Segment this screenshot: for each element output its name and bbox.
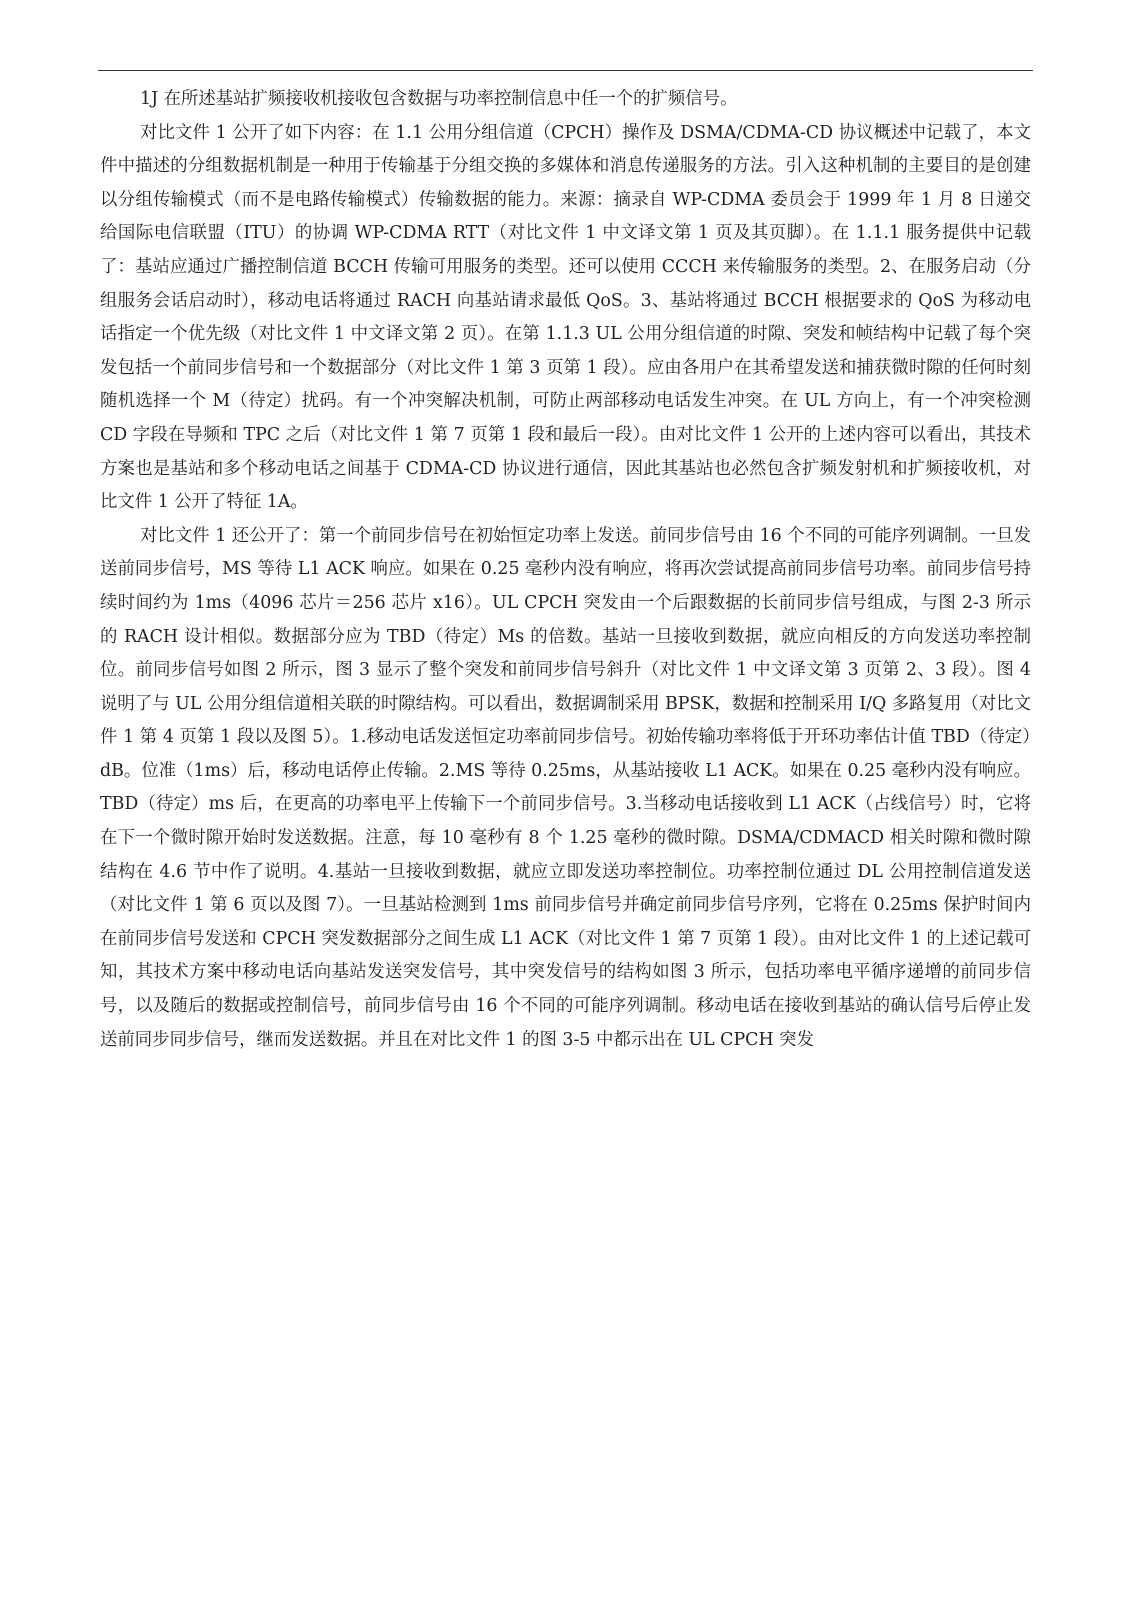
paragraph-reference-1-disclosure: 对比文件 1 公开了如下内容：在 1.1 公用分组信道（CPCH）操作及 DSMA/CDMA-CD 协议概述中记载了，本文件中描述的分组数据机制是一种用于传输基于分组交换的多媒体和消息传递服务的方法。引入这种机制的主要目的是创建以分组传输模式（而不是电路传输模式）传输数据的能力。来源：摘录自 WP-CDMA 委员会于 1999 年 1 月 8 日递交给国际电信联盟（ITU）的协调 WP-CDMA RTT（对比文件 1 中文译文第 1 页及其页脚）。在 1.1.1 服务提供中记载了：基站应通过广播控制信道 BCCH 传输可用服务的类型。还可以使用 CCCH 来传输服务的类型。2、在服务启动（分组服务会话启动时），移动电话将通过 RACH 向基站请求最低 QoS。3、基站将通过 BCCH 根据要求的 QoS 为移动电话指定一个优先级（对比文件 1 中文译文第 2 页）。在第 1.1.3 UL 公用分组信道的时隙、突发和帧结构中记载了每个突发包括一个前同步信号和一个数据部分（对比文件 1 第 3 页第 1 段）。应由各用户在其希望发送和捕获微时隙的任何时刻随机选择一个 M（待定）扰码。有一个冲突解决机制，可防止两部移动电话发生冲突。在 UL 方向上，有一个冲突检测 CD 字段在导频和 TPC 之后（对比文件 1 第 7 页第 1 段和最后一段）。由对比文件 1 公开的上述内容可以看出，其技术方案也是基站和多个移动电话之间基于 CDMA-CD 协议进行通信，因此其基站也必然包含扩频发射机和扩频接收机，对比文件 1 公开了特征 1A。 [100, 122, 1031, 513]
document-body [100, 83, 1031, 1057]
paragraph-claim-feature: 1J 在所述基站扩频接收机接收包含数据与功率控制信息中任一个的扩频信号。 [140, 89, 738, 109]
paragraph-reference-1-further-disclosure: 对比文件 1 还公开了：第一个前同步信号在初始恒定功率上发送。前同步信号由 16 个不同的可能序列调制。一旦发送前同步信号，MS 等待 L1 ACK 响应。如果在 0.25 毫秒内没有响应，将再次尝试提高前同步信号功率。前同步信号持续时间约为 1ms（4096 芯片＝256 芯片 x16）。UL CPCH 突发由一个后跟数据的长前同步信号组成，与图 2-3 所示的 RACH 设计相似。数据部分应为 TBD（待定）Ms 的倍数。基站一旦接收到数据，就应向相反的方向发送功率控制位。前同步信号如图 2 所示，图 3 显示了整个突发和前同步信号斜升（对比文件 1 中文译文第 3 页第 2、3 段）。图 4 说明了与 UL 公用分组信道相关联的时隙结构。可以看出，数据调制采用 BPSK，数据和控制采用 I/Q 多路复用（对比文件 1 第 4 页第 1 段以及图 5）。1.移动电话发送恒定功率前同步信号。初始传输功率将低于开环功率估计值 TBD（待定）dB。位准（1ms）后，移动电话停止传输。2.MS 等待 0.25ms，从基站接收 L1 ACK。如果在 0.25 毫秒内没有响应。TBD（待定）ms 后，在更高的功率电平上传输下一个前同步信号。3.当移动电话接收到 L1 ACK（占线信号）时，它将在下一个微时隙开始时发送数据。注意，每 10 毫秒有 8 个 1.25 毫秒的微时隙。DSMA/CDMACD 相关时隙和微时隙结构在 4.6 节中作了说明。4.基站一旦接收到数据，就应立即发送功率控制位。功率控制位通过 DL 公用控制信道发送（对比文件 1 第 6 页以及图 7）。一旦基站检测到 1ms 前同步信号并确定前同步信号序列，它将在 0.25ms 保护时间内在前同步信号发送和 CPCH 突发数据部分之间生成 L1 ACK（对比文件 1 第 7 页第 1 段）。由对比文件 1 的上述记载可知，其技术方案中移动电话向基站发送突发信号，其中突发信号的结构如图 3 所示，包括功率电平循序递增的前同步信号，以及随后的数据或控制信号，前同步信号由 16 个不同的可能序列调制。移动电话在接收到基站的确认信号后停止发送前同步同步信号，继而发送数据。并且在对比文件 1 的图 3-5 中都示出在 UL CPCH 突发 [100, 525, 1031, 1050]
header-rule [98, 70, 1033, 71]
